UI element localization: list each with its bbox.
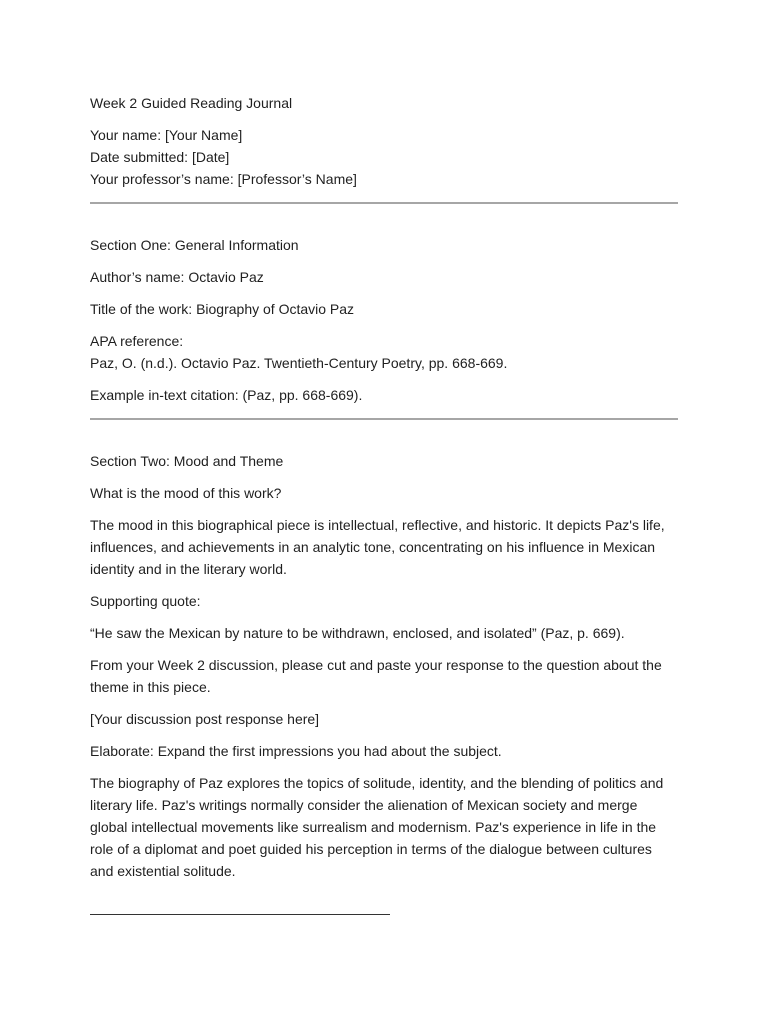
document-page <box>90 92 678 915</box>
supporting-quote: “He saw the Mexican by nature to be withdrawn, enclosed, and isolated” (Paz, p. 669). <box>90 625 625 641</box>
section-divider <box>90 202 678 204</box>
professor-name-line: Your professor’s name: [Professor’s Name] <box>90 171 357 187</box>
mood-answer: The mood in this biographical piece is intellectual, reflective, and historic. It depicts Paz's life, influences, and achievements in an analytic tone, concentrating on his influence in Mexican identity and in the literary world. <box>90 517 665 577</box>
student-name-line: Your name: [Your Name] <box>90 127 243 143</box>
work-title-line: Title of the work: Biography of Octavio Paz <box>90 301 355 317</box>
discussion-response-placeholder: [Your discussion post response here] <box>90 711 320 727</box>
document-title: Week 2 Guided Reading Journal <box>90 95 293 111</box>
quote-label: Supporting quote: <box>90 593 201 609</box>
signature-line <box>90 914 390 915</box>
mood-question: What is the mood of this work? <box>90 485 282 501</box>
in-text-citation: Example in-text citation: (Paz, pp. 668-669). <box>90 387 363 403</box>
section-divider <box>90 418 678 420</box>
apa-label: APA reference: <box>90 333 184 349</box>
discussion-prompt: From your Week 2 discussion, please cut and paste your response to the question about the theme in this piece. <box>90 657 662 695</box>
elaborate-answer: The biography of Paz explores the topics of solitude, identity, and the blending of politics and literary life. Paz's writings normally consider the alienation of Mexican society and merge global intellectual movements like surrealism and modernism. Paz's experience in life in the role of a diplomat and poet guided his perception in terms of the dialogue between cultures and existential solitude. <box>90 775 664 879</box>
elaborate-prompt: Elaborate: Expand the first impressions you had about the subject. <box>90 743 502 759</box>
author-line: Author’s name: Octavio Paz <box>90 269 264 285</box>
apa-reference: Paz, O. (n.d.). Octavio Paz. Twentieth-Century Poetry, pp. 668-669. <box>90 355 508 371</box>
section-one-heading: Section One: General Information <box>90 237 299 253</box>
date-submitted-line: Date submitted: [Date] <box>90 149 230 165</box>
section-two-heading: Section Two: Mood and Theme <box>90 453 284 469</box>
